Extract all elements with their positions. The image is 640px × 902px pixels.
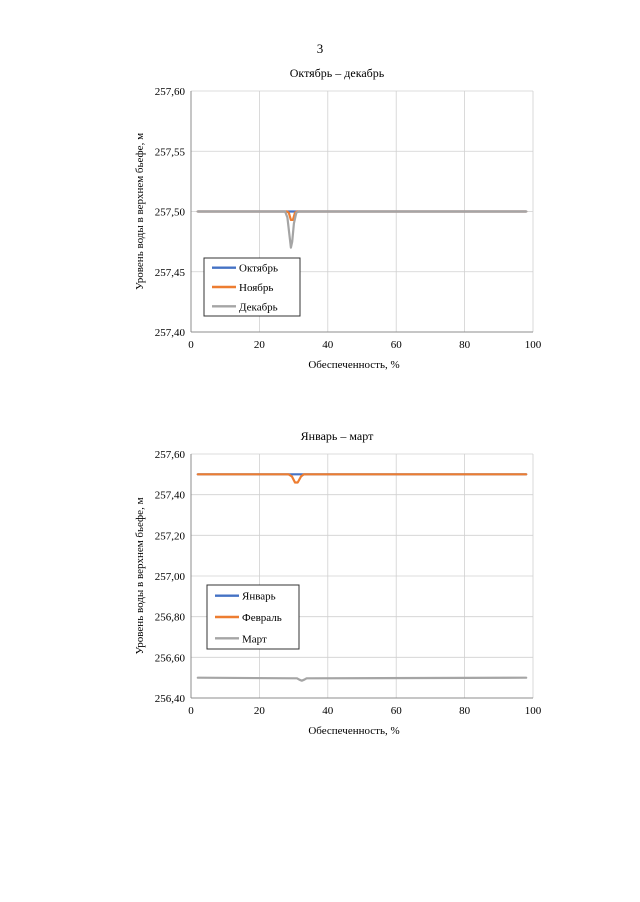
y-tick-label: 257,60 bbox=[154, 86, 185, 98]
x-tick-label: 40 bbox=[322, 339, 334, 351]
y-tick-label: 257,50 bbox=[154, 206, 185, 219]
y-tick-label: 257,00 bbox=[154, 571, 185, 583]
y-tick-label: 257,40 bbox=[154, 489, 185, 502]
series-line-3 bbox=[198, 678, 526, 681]
x-tick-label: 100 bbox=[524, 339, 542, 351]
y-tick-label: 256,80 bbox=[154, 611, 185, 624]
chart-january-march bbox=[0, 420, 640, 750]
legend-label: Декабрь bbox=[239, 301, 278, 314]
legend-label: Март bbox=[242, 633, 267, 646]
chart-title: Январь – март bbox=[300, 429, 374, 443]
x-tick-label: 20 bbox=[253, 339, 265, 351]
x-tick-label: 100 bbox=[524, 705, 542, 717]
x-tick-label: 60 bbox=[390, 339, 402, 351]
legend-label: Ноябрь bbox=[239, 282, 274, 294]
series-line-3 bbox=[198, 212, 526, 248]
x-tick-label: 60 bbox=[390, 705, 402, 717]
y-tick-label: 256,60 bbox=[154, 652, 185, 665]
x-tick-label: 0 bbox=[188, 339, 194, 351]
x-tick-label: 20 bbox=[253, 705, 265, 717]
legend-label: Февраль bbox=[242, 612, 282, 624]
x-tick-label: 80 bbox=[459, 339, 471, 351]
y-tick-label: 256,40 bbox=[154, 693, 185, 705]
legend-label: Январь bbox=[242, 590, 276, 603]
page-number: 3 bbox=[316, 41, 324, 56]
chart-october-december bbox=[0, 60, 640, 380]
y-axis-label: Уровень воды в верхнем бьефе, м bbox=[134, 497, 146, 655]
x-tick-label: 0 bbox=[188, 705, 194, 717]
x-tick-label: 80 bbox=[459, 705, 471, 717]
series-line-2 bbox=[198, 212, 526, 220]
y-axis-label: Уровень воды в верхнем бьефе, м bbox=[134, 132, 146, 291]
chart-title: Октябрь – декабрь bbox=[289, 66, 385, 80]
x-tick-label: 40 bbox=[322, 705, 334, 717]
x-axis-label: Обеспеченность, % bbox=[308, 725, 400, 737]
y-tick-label: 257,60 bbox=[154, 449, 185, 461]
y-tick-label: 257,55 bbox=[154, 146, 185, 159]
y-tick-label: 257,45 bbox=[154, 266, 185, 279]
x-axis-label: Обеспеченность, % bbox=[308, 359, 400, 371]
legend-label: Октябрь bbox=[239, 262, 278, 275]
y-tick-label: 257,40 bbox=[154, 327, 185, 339]
y-tick-label: 257,20 bbox=[154, 530, 185, 543]
series-line-2 bbox=[198, 474, 526, 482]
